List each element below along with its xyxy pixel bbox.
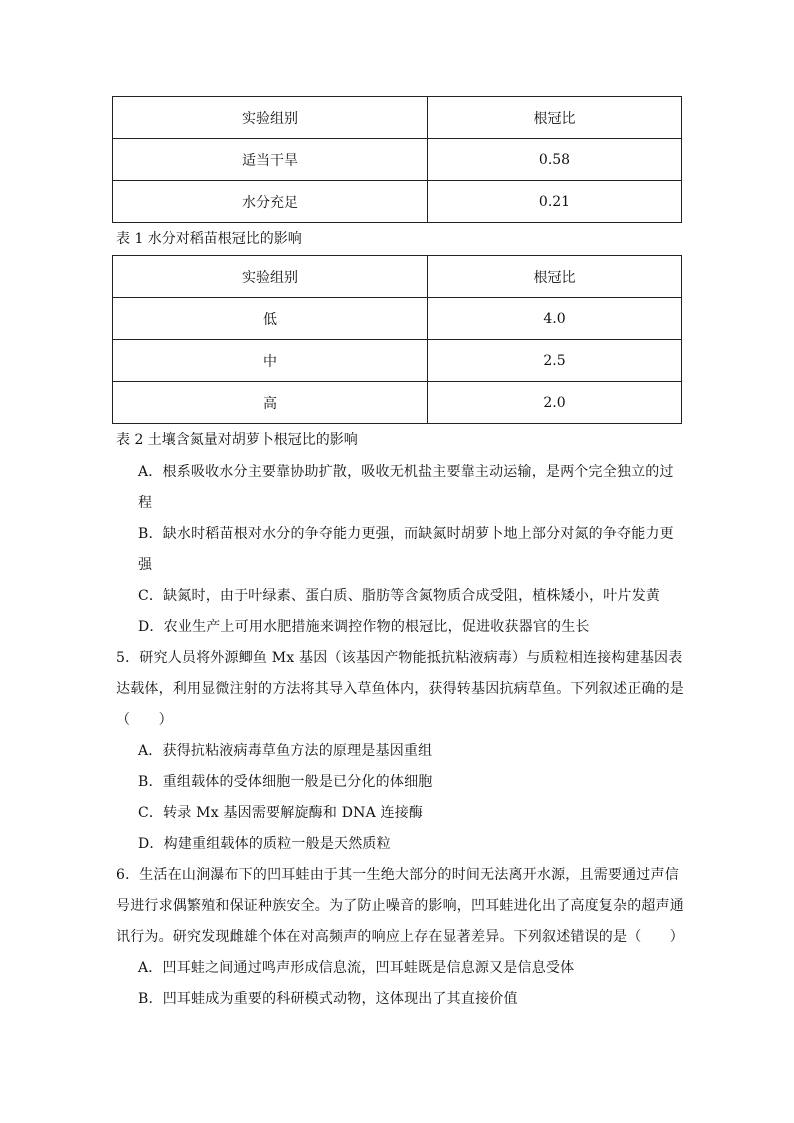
table-header-cell: 根冠比 (428, 256, 682, 298)
table-header-cell: 根冠比 (428, 97, 682, 139)
question-5-option-d: D．构建重组载体的质粒一般是天然质粒 (138, 836, 391, 852)
table-row (113, 340, 682, 382)
table-cell: 2.0 (428, 382, 682, 424)
option-c-text: C．缺氮时，由于叶绿素、蛋白质、脂肪等含氮物质合成受阻，植株矮小，叶片发黄 (138, 588, 661, 604)
table-cell: 适当干旱 (113, 139, 428, 181)
question-6-stem-line2: 号进行求偶繁殖和保证种族安全。为了防止噪音的影响，凹耳蛙进化出了高度复杂的超声通 (116, 898, 684, 914)
table-cell: 中 (113, 340, 428, 382)
table-header-row (113, 256, 682, 298)
question-6-option-b: B．凹耳蛙成为重要的科研模式动物，这体现出了其直接价值 (138, 991, 518, 1007)
question-5-stem: 5．研究人员将外源鲫鱼 Mx 基因（该基因产物能抵抗粘液病毒）与质粒相连接构建基因表 (116, 650, 683, 666)
option-b-text: B．缺水时稻苗根对水分的争夺能力更强，而缺氮时胡萝卜地上部分对氮的争夺能力更 (138, 526, 674, 542)
option-a-continuation: 程 (138, 495, 153, 511)
question-5-option-b: B．重组载体的受体细胞一般是已分化的体细胞 (138, 774, 433, 790)
table-row (113, 139, 682, 181)
table-cell: 高 (113, 382, 428, 424)
table-cell: 水分充足 (113, 181, 428, 223)
question-6-stem: 6．生活在山涧瀑布下的凹耳蛙由于其一生绝大部分的时间无法离开水源，且需要通过声信 (116, 867, 679, 883)
question-5-option-c: C．转录 Mx 基因需要解旋酶和 DNA 连接酶 (138, 805, 424, 821)
table-row (113, 298, 682, 340)
table-header-cell: 实验组别 (113, 97, 428, 139)
question-5-stem-line2: 达载体，利用显微注射的方法将其导入草鱼体内，获得转基因抗病草鱼。下列叙述正确的是 (116, 681, 684, 697)
table-cell: 0.58 (428, 139, 682, 181)
option-d-text: D．农业生产上可用水肥措施来调控作物的根冠比，促进收获器官的生长 (138, 619, 590, 635)
table-header-row (113, 97, 682, 139)
table-cell: 0.21 (428, 181, 682, 223)
table-caption: 表 2 土壤含氮量对胡萝卜根冠比的影响 (116, 432, 358, 448)
question-5-answer-blank: （ ） (116, 712, 173, 728)
table-nitrogen-root-shoot (112, 255, 682, 424)
table-cell: 4.0 (428, 298, 682, 340)
question-5-option-a: A．获得抗粘液病毒草鱼方法的原理是基因重组 (138, 743, 433, 759)
option-b-continuation: 强 (138, 557, 153, 573)
table-cell: 2.5 (428, 340, 682, 382)
table-caption: 表 1 水分对稻苗根冠比的影响 (116, 231, 302, 247)
table-row (113, 181, 682, 223)
table-cell: 低 (113, 298, 428, 340)
table-header-cell: 实验组别 (113, 256, 428, 298)
option-a-text: A．根系吸收水分主要靠协助扩散，吸收无机盐主要靠主动运输，是两个完全独立的过 (138, 464, 674, 480)
table-row (113, 382, 682, 424)
table-water-root-shoot (112, 96, 682, 223)
question-6-option-a: A．凹耳蛙之间通过鸣声形成信息流，凹耳蛙既是信息源又是信息受体 (138, 960, 575, 976)
question-6-stem-line3: 讯行为。研究发现雌雄个体在对高频声的响应上存在显著差异。下列叙述错误的是（ ） (116, 929, 684, 945)
